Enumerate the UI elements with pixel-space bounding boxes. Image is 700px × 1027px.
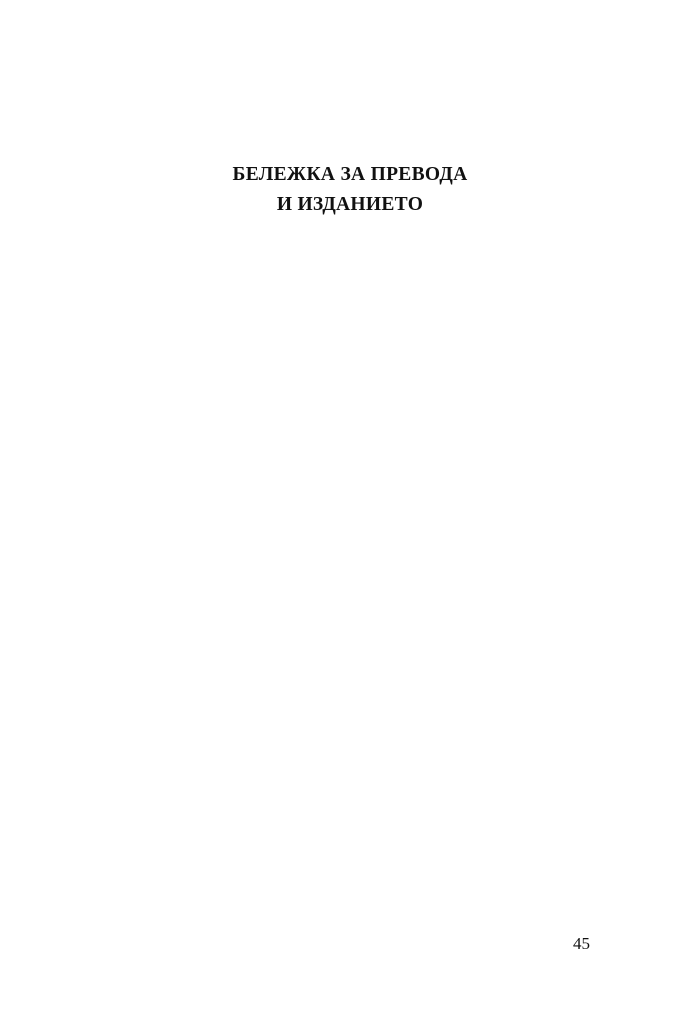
title-line-2: И ИЗДАНИЕТО — [276, 194, 424, 215]
page-number: 45 — [573, 934, 590, 953]
page-title — [0, 160, 700, 220]
title-line-1: БЕЛЕЖКА ЗА ПРЕВОДА — [232, 164, 468, 185]
note-body — [117, 244, 587, 267]
paragraph-1 — [117, 244, 587, 267]
